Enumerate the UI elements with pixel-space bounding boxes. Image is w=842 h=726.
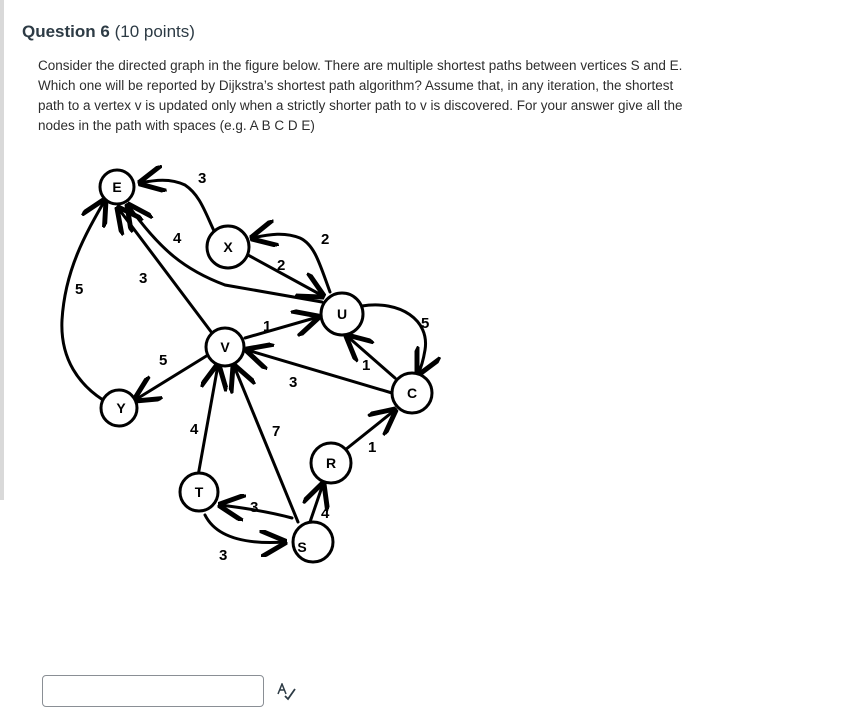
- question-header: [22, 22, 195, 42]
- weight-s-r: 4: [321, 505, 330, 522]
- node-label-s: S: [297, 539, 307, 555]
- weight-u-x: 2: [321, 231, 330, 248]
- node-label-x: X: [223, 239, 233, 255]
- edge-v-e: [118, 208, 212, 333]
- node-label-r: R: [325, 455, 337, 471]
- edge-v-y: [135, 355, 208, 400]
- node-label-t: T: [194, 484, 204, 500]
- edge-c-u: [347, 336, 395, 378]
- weight-x-e: 3: [198, 170, 207, 187]
- weight-u-e: 4: [173, 230, 182, 247]
- node-label-v: V: [220, 339, 230, 355]
- question-prompt: Consider the directed graph in the figure below. There are multiple shortest paths between vertices S and E. Which one will be reported by Dijkstra’s shortest path algorithm? Assume that, in any iteration, the shortest path to a vertex v is updated only when a strictly shorter path to v is discovered. For your answer give all the nodes in the path with spaces (e.g. A B C D E): [38, 58, 683, 133]
- edge-y-e: [62, 200, 105, 400]
- weight-s-v: 7: [272, 423, 281, 440]
- weight-r-c: 1: [368, 439, 377, 456]
- graph-figure: [0, 150, 500, 580]
- edge-v-u: [245, 317, 318, 338]
- node-label-y: Y: [116, 400, 126, 416]
- node-label-e: E: [112, 179, 122, 195]
- weight-t-s: 3: [219, 547, 228, 564]
- weight-t-v: 4: [190, 421, 199, 438]
- weight-x-u: 2: [277, 257, 286, 274]
- weight-c-u: 1: [362, 357, 371, 374]
- node-label-u: U: [336, 306, 348, 322]
- weight-u-c: 5: [421, 315, 430, 332]
- weight-v-e: 3: [139, 270, 148, 287]
- edge-u-c: [362, 305, 426, 374]
- node-label-c: C: [406, 385, 418, 401]
- spellcheck-icon[interactable]: [277, 683, 297, 706]
- weight-v-y: 5: [159, 352, 168, 369]
- edge-t-v: [198, 365, 218, 476]
- edge-x-e: [140, 180, 215, 233]
- answer-input[interactable]: [42, 675, 264, 707]
- question-number: Question 6: [22, 22, 110, 41]
- weight-s-t: 3: [250, 499, 259, 516]
- weight-c-v: 3: [289, 374, 298, 391]
- question-points: (10 points): [114, 22, 195, 41]
- edge-t-s: [205, 515, 285, 543]
- weight-y-e: 5: [75, 281, 84, 298]
- weight-v-u: 1: [263, 318, 272, 335]
